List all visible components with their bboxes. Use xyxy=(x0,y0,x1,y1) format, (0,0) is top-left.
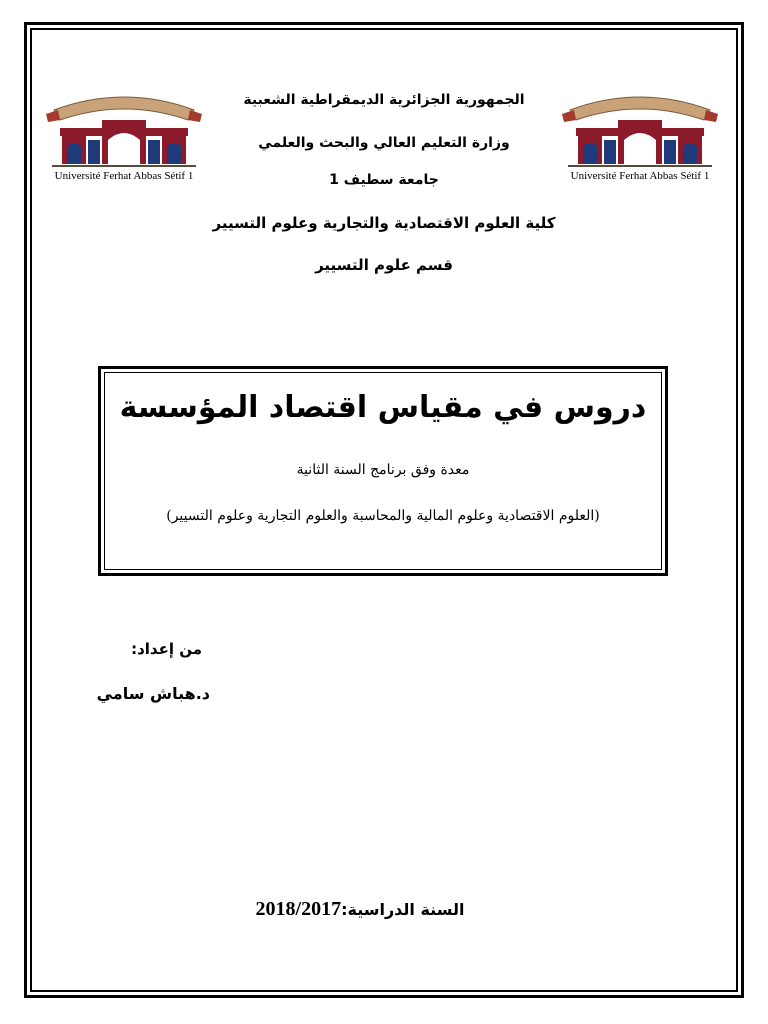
academic-year-value: 2018/2017 xyxy=(255,898,342,920)
prepared-by-label: من إعداد: xyxy=(131,640,202,658)
logo-caption: Université Ferhat Abbas Sétif 1 xyxy=(570,170,710,182)
university-name: جامعة سطيف 1 xyxy=(329,172,439,188)
course-title: دروس في مقياس اقتصاد المؤسسة xyxy=(119,390,647,425)
course-programs: (العلوم الاقتصادية وعلوم المالية والمحاسبة والعلوم التجارية وعلوم التسيير) xyxy=(166,508,600,524)
ministry-name: وزارة التعليم العالي والبحث والعلمي xyxy=(258,135,510,151)
logo-caption: Université Ferhat Abbas Sétif 1 xyxy=(54,170,194,182)
academic-year-label: السنة الدراسية: xyxy=(341,900,465,919)
department-name: قسم علوم التسيير xyxy=(315,256,453,274)
author-name: د.هباش سامي xyxy=(96,684,210,703)
university-logo-image xyxy=(558,90,722,170)
course-subtitle: معدة وفق برنامج السنة الثانية xyxy=(296,462,470,478)
faculty-name: كلية العلوم الاقتصادية والتجارية وعلوم التسيير xyxy=(212,214,556,232)
university-logo-left xyxy=(42,90,206,186)
university-logo-image xyxy=(42,90,206,170)
academic-year xyxy=(150,898,570,921)
university-logo-right xyxy=(558,90,722,186)
republic-name: الجمهورية الجزائرية الديمقراطية الشعبية xyxy=(243,92,525,108)
